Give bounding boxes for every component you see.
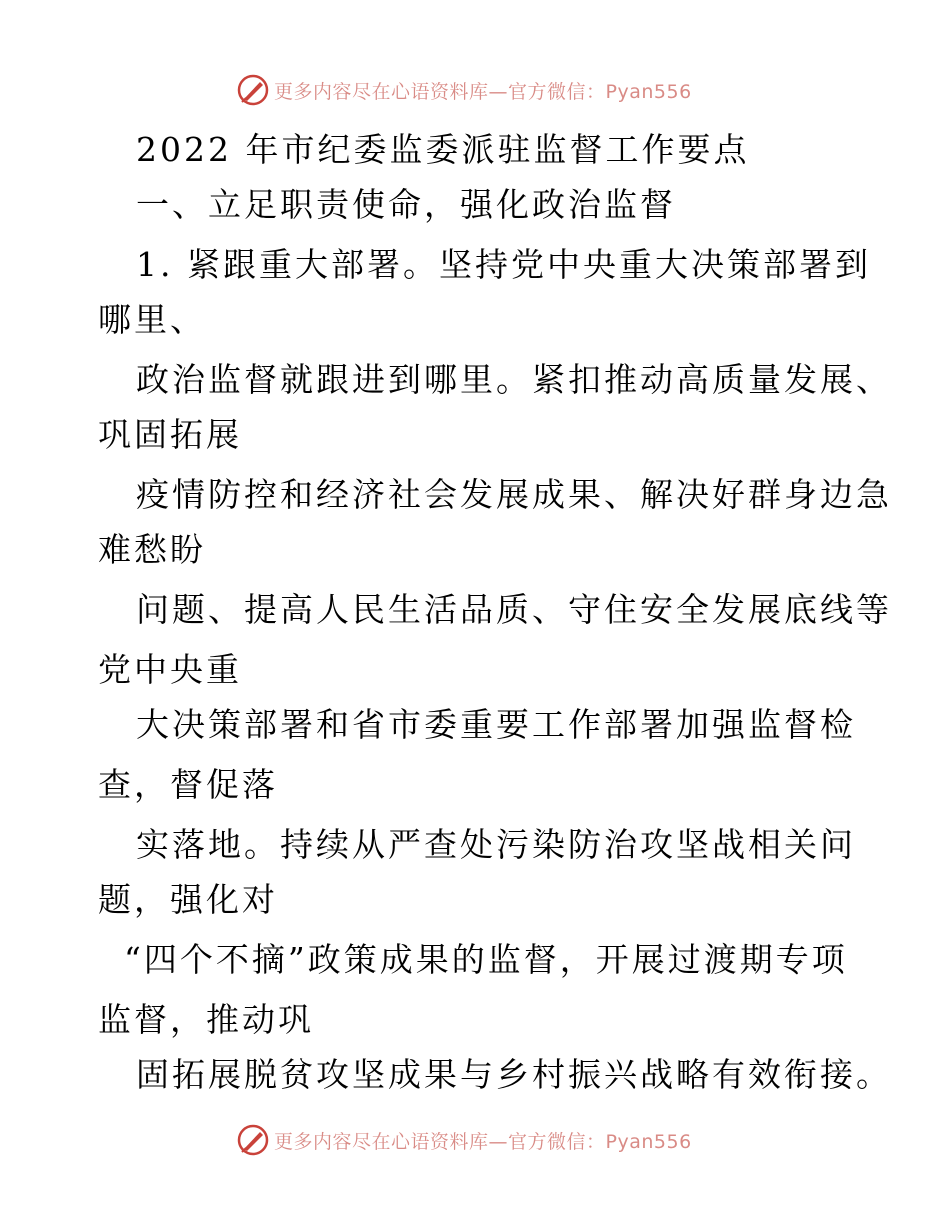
- quill-pen-icon: [236, 1123, 270, 1157]
- body-line: 监督，推动巩: [98, 1000, 314, 1039]
- body-line: 政治监督就跟进到哪里。紧扣推动高质量发展、: [136, 360, 892, 399]
- section-heading: 一、立足职责使命，强化政治监督: [136, 185, 676, 224]
- body-line: 疫情防控和经济社会发展成果、解决好群身边急: [136, 475, 892, 514]
- watermark-text: 更多内容尽在心语资料库—官方微信：Pyan556: [274, 80, 692, 103]
- body-line: 固拓展脱贫攻坚成果与乡村振兴战略有效衔接。: [136, 1055, 892, 1094]
- body-line: 大决策部署和省市委重要工作部署加强监督检: [136, 705, 856, 744]
- body-line: 巩固拓展: [98, 415, 242, 454]
- body-line: 问题、提高人民生活品质、守住安全发展底线等: [136, 590, 892, 629]
- body-line: 难愁盼: [98, 530, 206, 569]
- watermark-banner-top: [0, 70, 950, 110]
- watermark-banner-bottom: [0, 1120, 950, 1160]
- body-line: “四个不摘”政策成果的监督，开展过渡期专项: [124, 940, 848, 979]
- body-line: 党中央重: [98, 650, 242, 689]
- quill-pen-icon: [236, 73, 270, 107]
- body-line: 查，督促落: [98, 765, 278, 804]
- document-title: 2022 年市纪委监委派驻监督工作要点: [136, 130, 750, 169]
- body-line: 题，强化对: [98, 880, 278, 919]
- body-line: 实落地。持续从严查处污染防治攻坚战相关问: [136, 825, 856, 864]
- watermark-text: 更多内容尽在心语资料库—官方微信：Pyan556: [274, 1130, 692, 1153]
- body-line: 哪里、: [98, 300, 206, 339]
- body-line: 1. 紧跟重大部署。坚持党中央重大决策部署到: [136, 245, 871, 284]
